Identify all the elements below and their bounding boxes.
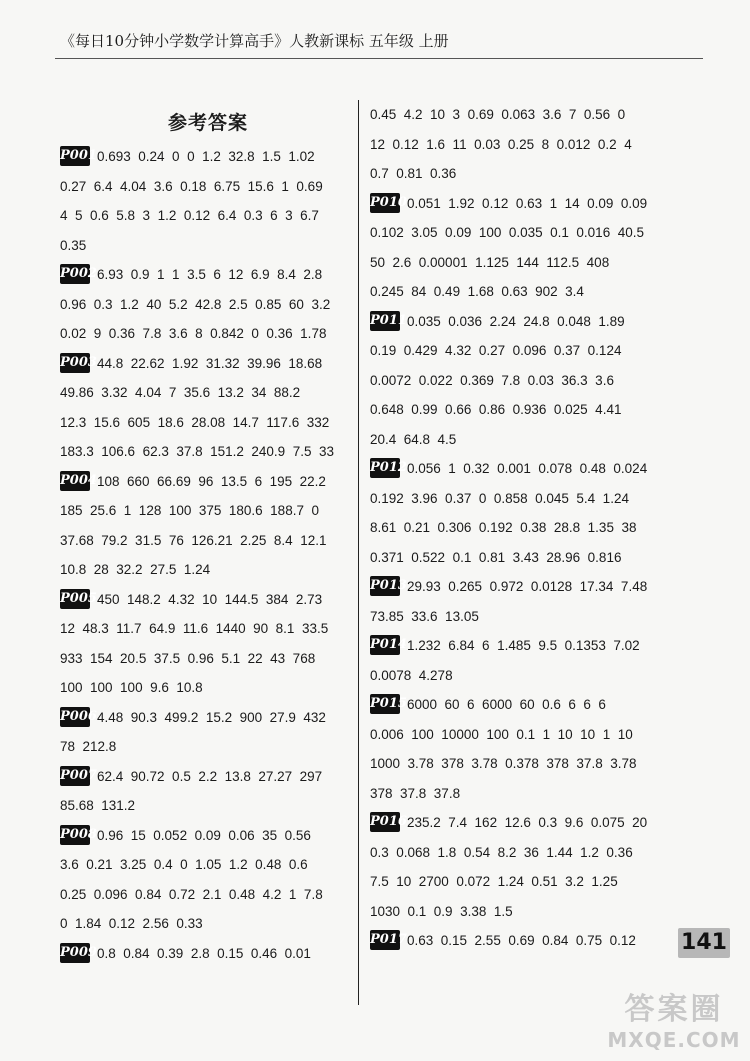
answer-values: 183.3 106.6 62.3 37.8 151.2 240.9 7.5 33: [60, 444, 334, 459]
answer-line: [370, 484, 696, 514]
header-divider: [55, 58, 703, 59]
answer-line: [60, 880, 356, 910]
answer-values: 12.3 15.6 605 18.6 28.08 14.7 117.6 332: [60, 414, 330, 430]
answer-line: [60, 319, 356, 349]
answer-values: 73.85 33.6 13.05: [370, 608, 479, 624]
answer-line: [370, 100, 696, 130]
answer-values: 0.96 15 0.052 0.09 0.06 35 0.56: [97, 827, 311, 843]
answer-line: [370, 631, 696, 661]
answer-line: [370, 307, 696, 337]
page-tag-p004: P004: [60, 471, 90, 491]
answer-line: [60, 821, 356, 851]
page-tag-p012: P012: [370, 458, 400, 478]
answer-line: [370, 277, 696, 307]
page-tag-p011: P011: [370, 311, 400, 331]
answer-values: 450 148.2 4.32 10 144.5 384 2.73: [97, 591, 323, 607]
answer-values: 0.192 3.96 0.37 0 0.858 0.045 5.4 1.24: [370, 490, 629, 506]
answer-values: 0.245 84 0.49 1.68 0.63 902 3.4: [370, 284, 584, 299]
answer-line: [370, 602, 696, 632]
answer-line: [370, 926, 696, 956]
answer-line: [60, 231, 356, 261]
answer-line: [60, 290, 356, 320]
answer-line: [370, 661, 696, 691]
answer-values: 0 1.84 0.12 2.56 0.33: [60, 916, 203, 931]
answer-values: 0.102 3.05 0.09 100 0.035 0.1 0.016 40.5: [370, 225, 644, 240]
page-tag-p007: P007: [60, 766, 90, 786]
answer-values: 933 154 20.5 37.5 0.96 5.1 22 43 768: [60, 650, 316, 666]
answer-line: [60, 555, 356, 585]
answer-line: [370, 779, 696, 809]
page-tag-p016: P016: [370, 812, 400, 832]
answer-values: 0.0072 0.022 0.369 7.8 0.03 36.3 3.6: [370, 372, 614, 388]
answer-values: 37.68 79.2 31.5 76 126.21 2.25 8.4 12.1: [60, 532, 327, 548]
answer-line: [60, 467, 356, 497]
answer-line: [370, 218, 696, 248]
answer-line: [60, 939, 356, 969]
answer-line: [370, 159, 696, 189]
answer-line: [60, 614, 356, 644]
answer-line: [60, 850, 356, 880]
answer-line: [370, 189, 696, 219]
watermark-logo: [600, 992, 748, 1052]
answer-values: 6.93 0.9 1 1 3.5 6 12 6.9 8.4 2.8: [97, 267, 323, 282]
page-tag-p006: P006: [60, 707, 90, 727]
answer-values: 7.5 10 2700 0.072 1.24 0.51 3.2 1.25: [370, 874, 618, 889]
page-tag-p008: P008: [60, 825, 90, 845]
answer-values: 62.4 90.72 0.5 2.2 13.8 27.27 297: [97, 768, 323, 784]
answer-values: 3.6 0.21 3.25 0.4 0 1.05 1.2 0.48 0.6: [60, 857, 308, 872]
answer-line: [370, 690, 696, 720]
page-tag-p013: P013: [370, 576, 400, 596]
answer-values: 4 5 0.6 5.8 3 1.2 0.12 6.4 0.3 6 3 6.7: [60, 208, 319, 223]
answer-line: [60, 349, 356, 379]
answer-values: 0.0078 4.278: [370, 667, 453, 683]
answer-line: [60, 703, 356, 733]
right-column: [370, 100, 696, 956]
left-column: [60, 100, 356, 968]
answer-line: [370, 572, 696, 602]
answer-line: [60, 378, 356, 408]
answer-line: [370, 543, 696, 573]
watermark-url: MXQE.COM: [607, 1028, 741, 1052]
answer-line: [60, 526, 356, 556]
answer-values: 0.371 0.522 0.1 0.81 3.43 28.96 0.816: [370, 549, 622, 565]
answer-line: [60, 172, 356, 202]
answer-line: [60, 496, 356, 526]
answer-line: [370, 130, 696, 160]
answer-values: 1000 3.78 378 3.78 0.378 378 37.8 3.78: [370, 756, 637, 771]
answer-values: 12 48.3 11.7 64.9 11.6 1440 90 8.1 33.5: [60, 621, 329, 636]
page-tag-p003: P003: [60, 353, 90, 373]
answer-values: 0.02 9 0.36 7.8 3.6 8 0.842 0 0.36 1.78: [60, 326, 327, 341]
answer-values: 0.051 1.92 0.12 0.63 1 14 0.09 0.09: [407, 195, 648, 211]
answer-values: 0.63 0.15 2.55 0.69 0.84 0.75 0.12: [407, 933, 636, 948]
answer-values: 0.8 0.84 0.39 2.8 0.15 0.46 0.01: [97, 945, 311, 961]
answer-values: 0.035 0.036 2.24 24.8 0.048 1.89: [407, 313, 625, 329]
answer-values: 0.693 0.24 0 0 1.2 32.8 1.5 1.02: [97, 149, 315, 164]
answer-line: [60, 673, 356, 703]
running-header: 《每日10分钟小学数学计算高手》人教新课标 五年级 上册: [60, 32, 449, 50]
answer-line: [60, 909, 356, 939]
answer-values: 0.35: [60, 237, 87, 253]
answer-values: 0.27 6.4 4.04 3.6 0.18 6.75 15.6 1 0.69: [60, 178, 323, 194]
answer-line: [370, 720, 696, 750]
page-tag-p015: P015: [370, 694, 400, 714]
answer-values: 0.3 0.068 1.8 0.54 8.2 36 1.44 1.2 0.36: [370, 844, 633, 860]
answer-line: [370, 897, 696, 927]
right-answer-list: [370, 100, 696, 956]
answer-line: [370, 513, 696, 543]
answer-line: [60, 201, 356, 231]
answer-line: [370, 425, 696, 455]
answer-values: 0.45 4.2 10 3 0.69 0.063 3.6 7 0.56 0: [370, 107, 626, 122]
answer-values: 49.86 3.32 4.04 7 35.6 13.2 34 88.2: [60, 385, 301, 400]
answer-values: 20.4 64.8 4.5: [370, 431, 457, 447]
answer-values: 10.8 28 32.2 27.5 1.24: [60, 562, 211, 577]
answer-line: [60, 644, 356, 674]
page-tag-p009: P009: [60, 943, 90, 963]
answer-values: 85.68 131.2: [60, 798, 136, 813]
page-tag-p017: P017: [370, 930, 400, 950]
answer-values: 44.8 22.62 1.92 31.32 39.96 18.68: [97, 355, 323, 371]
page-number: 141: [678, 928, 730, 958]
answer-values: 108 660 66.69 96 13.5 6 195 22.2: [97, 473, 326, 489]
answer-values: 235.2 7.4 162 12.6 0.3 9.6 0.075 20: [407, 815, 648, 830]
answer-values: 12 0.12 1.6 11 0.03 0.25 8 0.012 0.2 4: [370, 136, 632, 152]
answers-title: 参考答案: [167, 111, 248, 134]
answer-values: 185 25.6 1 128 100 375 180.6 188.7 0: [60, 503, 319, 518]
answer-line: [370, 867, 696, 897]
answer-line: [370, 366, 696, 396]
answer-line: [60, 437, 356, 467]
answer-values: 29.93 0.265 0.972 0.0128 17.34 7.48: [407, 579, 648, 594]
page-tag-p001: P001: [60, 146, 90, 166]
page-tag-p002: P002: [60, 264, 90, 284]
answer-values: 0.19 0.429 4.32 0.27 0.096 0.37 0.124: [370, 343, 622, 358]
column-divider: [358, 100, 359, 1005]
answer-line: [60, 142, 356, 172]
page-tag-p005: P005: [60, 589, 90, 609]
answer-values: 50 2.6 0.00001 1.125 144 112.5 408: [370, 254, 610, 270]
answer-line: [370, 838, 696, 868]
answer-line: [370, 808, 696, 838]
answer-line: [370, 336, 696, 366]
answer-line: [60, 260, 356, 290]
answer-values: 0.96 0.3 1.2 40 5.2 42.8 2.5 0.85 60 3.2: [60, 296, 331, 312]
answer-values: 1.232 6.84 6 1.485 9.5 0.1353 7.02: [407, 638, 640, 653]
answer-line: [60, 408, 356, 438]
answer-values: 0.648 0.99 0.66 0.86 0.936 0.025 4.41: [370, 402, 622, 417]
answer-values: 100 100 100 9.6 10.8: [60, 680, 203, 695]
answer-line: [60, 585, 356, 615]
page-tag-p010: P010: [370, 193, 400, 213]
answer-values: 6000 60 6 6000 60 0.6 6 6 6: [407, 697, 606, 712]
answer-line: [370, 454, 696, 484]
answer-values: 8.61 0.21 0.306 0.192 0.38 28.8 1.35 38: [370, 520, 637, 535]
left-answer-list: [60, 142, 356, 968]
answer-values: 0.25 0.096 0.84 0.72 2.1 0.48 4.2 1 7.8: [60, 886, 323, 902]
answer-values: 0.056 1 0.32 0.001 0.078 0.48 0.024: [407, 461, 648, 476]
answer-line: [60, 732, 356, 762]
answer-values: 378 37.8 37.8: [370, 785, 461, 801]
answer-values: 0.7 0.81 0.36: [370, 166, 457, 181]
answer-values: 0.006 100 10000 100 0.1 1 10 10 1 10: [370, 726, 633, 742]
answer-line: [370, 749, 696, 779]
answer-values: 4.48 90.3 499.2 15.2 900 27.9 432: [97, 709, 326, 725]
watermark-cn: 答案圈: [624, 992, 724, 1027]
answer-line: [60, 791, 356, 821]
page-tag-p014: P014: [370, 635, 400, 655]
answer-values: 1030 0.1 0.9 3.38 1.5: [370, 903, 513, 919]
answer-line: [370, 248, 696, 278]
answer-line: [370, 395, 696, 425]
answer-line: [60, 762, 356, 792]
answer-values: 78 212.8: [60, 739, 117, 754]
